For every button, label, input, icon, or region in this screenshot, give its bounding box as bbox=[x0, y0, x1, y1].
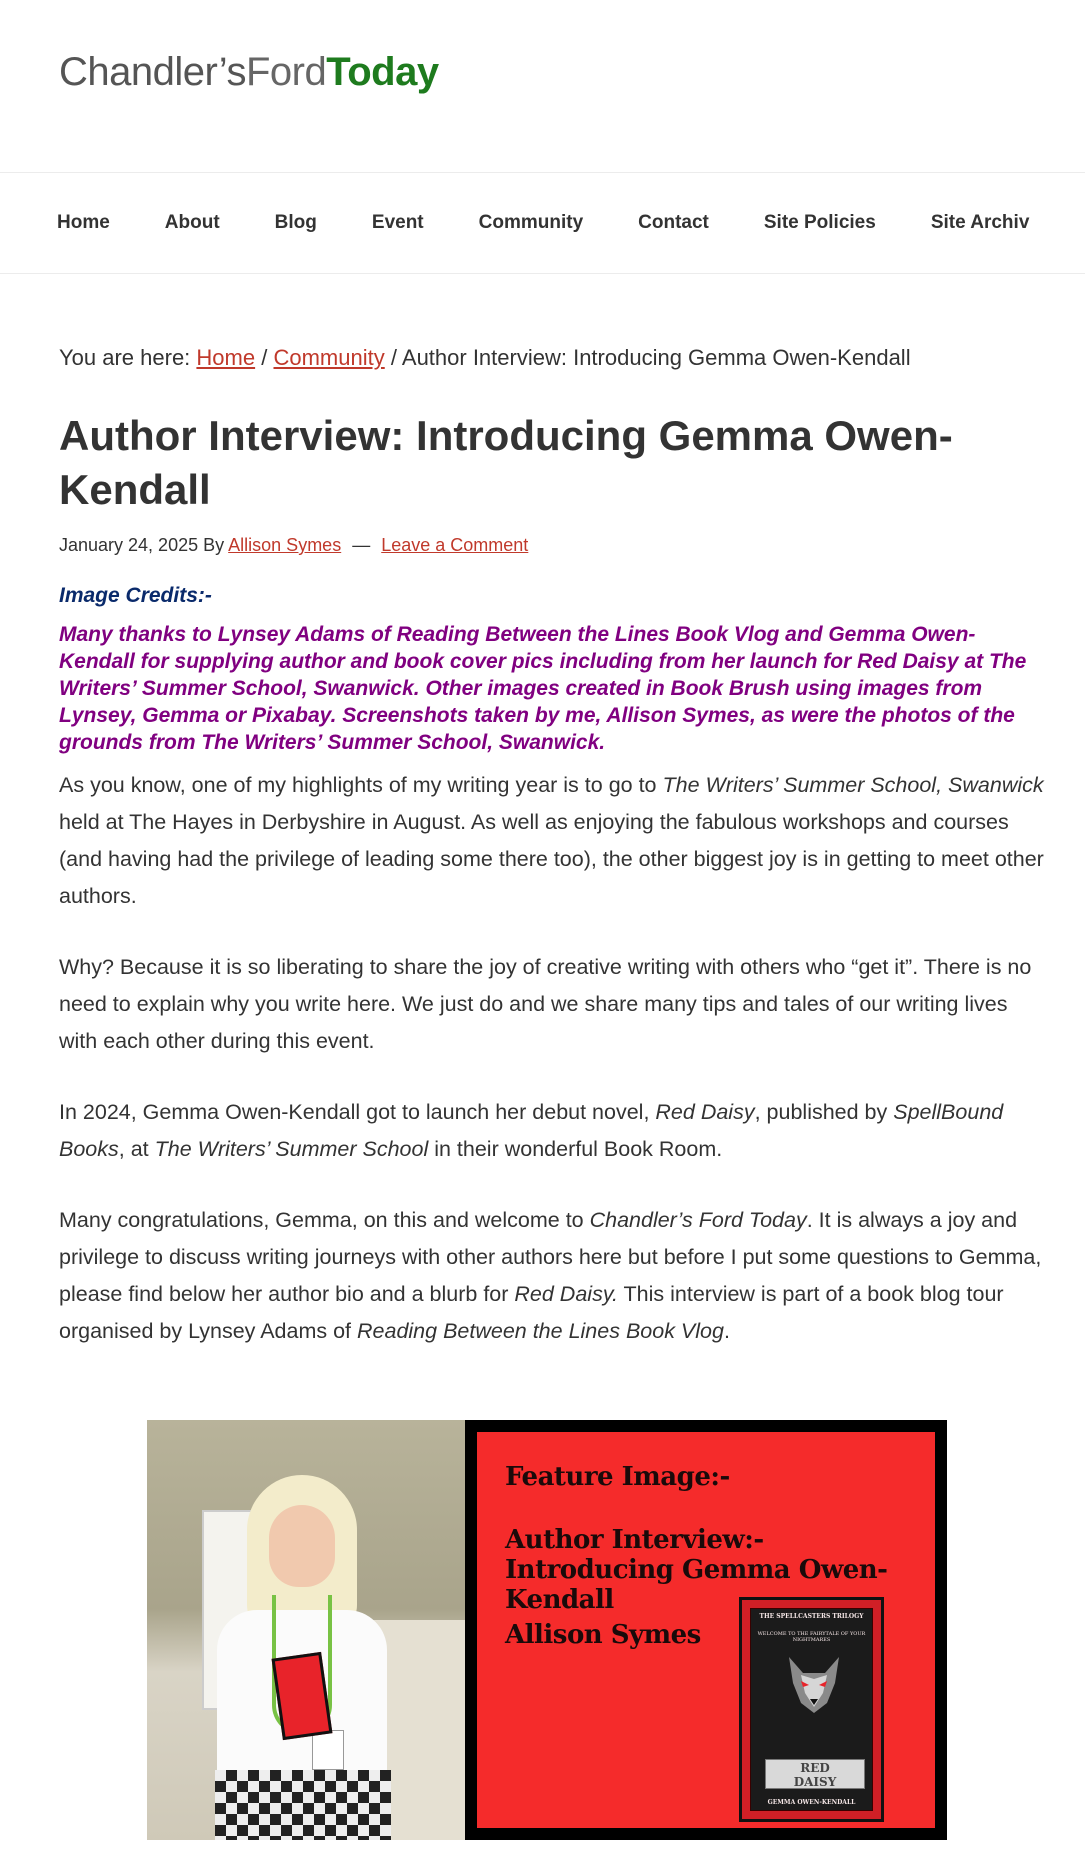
nav-item-contact[interactable]: Contact bbox=[638, 212, 709, 233]
paragraph-intro bbox=[59, 767, 1044, 915]
breadcrumb-separator: / bbox=[390, 345, 397, 370]
feature-red-panel bbox=[477, 1432, 935, 1828]
book-cover-red-daisy bbox=[739, 1597, 884, 1822]
nav-item-home[interactable]: Home bbox=[57, 212, 110, 233]
book-cover-inner bbox=[750, 1608, 873, 1811]
nav-item-about[interactable]: About bbox=[164, 212, 220, 233]
text-run: , published by bbox=[754, 1100, 894, 1124]
feature-label: Feature Image:- bbox=[505, 1462, 730, 1492]
text-run: Many congratulations, Gemma, on this and welcome to bbox=[59, 1208, 590, 1232]
post-date: January 24, 2025 bbox=[59, 535, 199, 555]
italic-run: The Writers’ Summer School bbox=[154, 1137, 429, 1161]
logo-part-today: Today bbox=[326, 50, 439, 94]
image-credits-text: Many thanks to Lynsey Adams of Reading Between the Lines Book Vlog and Gemma Owen-Kendall for supplying author and book cover pics including from her launch for Red Daisy at The Writers’ Summer School, Swanwick. Other images created in Book Brush using images from Lynsey, Gemma or Pixabay. Screenshots taken by me, Allison Symes, as were the photos of the grounds from The Writers’ Summer School, Swanwick. bbox=[59, 623, 1027, 754]
breadcrumb bbox=[59, 345, 1039, 371]
feature-title-line1: Author Interview:- bbox=[505, 1525, 764, 1555]
nav-item-site-policies[interactable]: Site Policies bbox=[763, 212, 876, 233]
text-run: In 2024, Gemma Owen-Kendall got to launch her debut novel, bbox=[59, 1100, 656, 1124]
photo-author-skirt bbox=[215, 1770, 391, 1840]
italic-run: SpellBound Books bbox=[59, 1100, 1004, 1161]
feature-title-line2: Introducing Gemma Owen-Kendall bbox=[505, 1555, 888, 1615]
logo-part-ford: Ford bbox=[245, 50, 327, 94]
feature-image bbox=[147, 1420, 947, 1840]
text-run: , at bbox=[118, 1137, 155, 1161]
post-title: Author Interview: Introducing Gemma Owen-Kendall bbox=[59, 412, 953, 513]
logo-part-chandlers: Chandler’s bbox=[59, 50, 246, 94]
italic-run: Chandler’s Ford Today bbox=[589, 1208, 807, 1232]
cover-author: GEMMA OWEN-KENDALL bbox=[767, 1799, 856, 1806]
feature-author: Allison Symes bbox=[505, 1620, 701, 1650]
cover-title-line2: DAISY bbox=[793, 1775, 837, 1789]
cover-tagline: WELCOME TO THE FAIRYTALE OF YOUR NIGHTMARES bbox=[757, 1631, 866, 1643]
breadcrumb-community-link[interactable]: Community bbox=[273, 345, 385, 370]
text-run: held at The Hayes in Derbyshire in August. As well as enjoying the fabulous workshops and courses (and having had the privilege of leading some there too), the other biggest joy is in getting to meet other authors. bbox=[59, 810, 1044, 908]
nav-item-blog[interactable]: Blog bbox=[274, 212, 317, 233]
italic-run: Red Daisy. bbox=[514, 1282, 618, 1306]
text-run: in their wonderful Book Room. bbox=[428, 1137, 723, 1161]
post-meta bbox=[59, 535, 1039, 556]
wolf-icon bbox=[779, 1649, 849, 1719]
text-run: This interview is part of a book blog tour organised by Lynsey Adams of bbox=[59, 1282, 1004, 1343]
nav-item-event[interactable]: Event bbox=[371, 212, 424, 233]
meta-separator: — bbox=[352, 535, 371, 555]
nav-item-site-archives[interactable]: Site Archiv bbox=[930, 212, 1030, 233]
paragraph-why: Why? Because it is so liberating to share the joy of creative writing with others who “get it”. There is no need to explain why you write here. We just do and we share many tips and tales of our writing lives with each other during this event. bbox=[59, 955, 1032, 1053]
image-credits-heading: Image Credits:- bbox=[59, 584, 212, 607]
paragraph-launch bbox=[59, 1094, 1044, 1168]
breadcrumb-current: Author Interview: Introducing Gemma Owen-Kendall bbox=[401, 345, 911, 370]
text-run: . bbox=[723, 1319, 730, 1343]
post-by: By bbox=[203, 535, 225, 555]
photo-name-badge bbox=[312, 1730, 344, 1770]
paragraph-welcome bbox=[59, 1202, 1044, 1350]
site-logo[interactable] bbox=[59, 50, 439, 95]
text-run: . It is always a joy and privilege to discuss writing journeys with other authors here but before I put some questions to Gemma, please find below her author bio and a blurb for bbox=[59, 1208, 1042, 1306]
post-author-link[interactable]: Allison Symes bbox=[228, 535, 342, 555]
main-content bbox=[59, 345, 1044, 1350]
italic-run: The Writers’ Summer School, Swanwick bbox=[662, 773, 1044, 797]
breadcrumb-prefix: You are here: bbox=[59, 345, 191, 370]
site-header bbox=[0, 0, 1085, 173]
cover-title bbox=[765, 1759, 865, 1789]
cover-title-line1: RED bbox=[800, 1761, 830, 1775]
italic-run: Red Daisy bbox=[655, 1100, 755, 1124]
nav-item-community[interactable]: Community bbox=[478, 212, 584, 233]
italic-run: Reading Between the Lines Book Vlog bbox=[357, 1319, 724, 1343]
breadcrumb-home-link[interactable]: Home bbox=[196, 345, 256, 370]
main-nav bbox=[0, 173, 1085, 274]
author-photo bbox=[147, 1420, 465, 1840]
breadcrumb-separator: / bbox=[261, 345, 268, 370]
cover-series: THE SPELLCASTERS TRILOGY bbox=[759, 1613, 864, 1620]
text-run: As you know, one of my highlights of my writing year is to go to bbox=[59, 773, 663, 797]
leave-comment-link[interactable]: Leave a Comment bbox=[381, 535, 529, 555]
photo-author-face bbox=[269, 1505, 335, 1587]
